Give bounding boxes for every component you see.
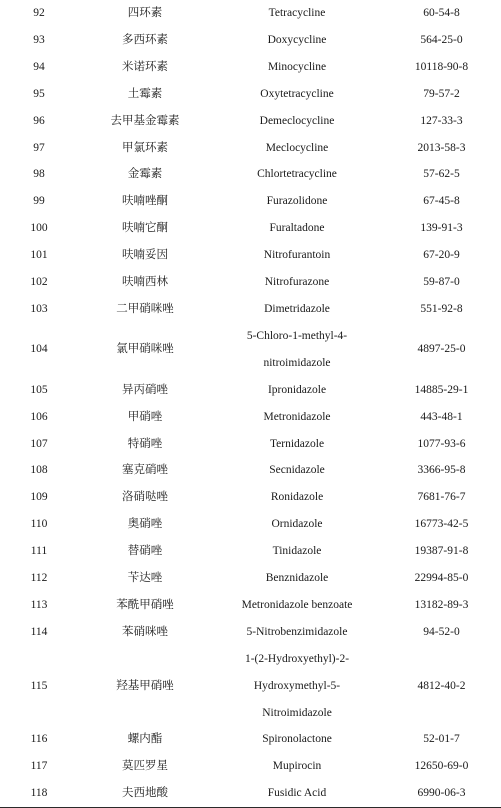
english-name-cell: Nitrofurantoin	[263, 249, 331, 262]
chinese-name-cell: 甲氯环素	[122, 141, 168, 154]
row-number-cell: 95	[33, 87, 45, 100]
english-name-cell: Fusidic Acid	[212, 780, 382, 807]
chinese-name-cell: 苯硝咪唑	[122, 625, 168, 638]
table-row	[0, 377, 501, 404]
table-row	[0, 296, 501, 323]
english-name-cell: Furaltadone	[269, 222, 325, 235]
table-row	[0, 511, 501, 538]
cas-number-cell: 443-48-1	[420, 410, 463, 423]
english-name-line: Nitroimidazole	[262, 706, 332, 719]
chinese-name-cell: 替硝唑	[127, 545, 163, 558]
table-row	[0, 404, 501, 431]
english-name-cell: Ornidazole	[271, 518, 323, 531]
chinese-name-cell: 多西环素	[122, 33, 168, 46]
row-number-cell: 113	[30, 598, 48, 611]
cas-number-cell: 14885-29-1	[414, 383, 469, 396]
row-number-cell: 118	[0, 780, 78, 807]
cas-number-cell: 12650-69-0	[414, 760, 469, 773]
table-row	[0, 780, 501, 807]
row-number-cell: 107	[30, 437, 48, 450]
cas-number-cell: 551-92-8	[420, 302, 463, 315]
cas-number-cell: 52-01-7	[423, 733, 460, 746]
row-number-cell: 111	[30, 545, 48, 558]
english-name-cell	[212, 323, 382, 377]
chinese-name-cell: 莫匹罗星	[122, 760, 168, 773]
row-number-cell: 97	[33, 141, 45, 154]
table-row	[0, 431, 501, 458]
table-row	[0, 135, 501, 162]
table-row	[0, 54, 501, 81]
english-name-cell	[212, 646, 382, 727]
chinese-name-cell: 金霉素	[127, 168, 163, 181]
table-row	[0, 27, 501, 54]
row-number-cell: 92	[33, 7, 45, 19]
row-number-cell: 116	[30, 733, 48, 746]
cas-number-cell: 7681-76-7	[417, 491, 466, 504]
english-name-cell: Ipronidazole	[267, 383, 327, 396]
english-name-cell: Dimetridazole	[264, 302, 330, 315]
table-row	[0, 81, 501, 108]
cas-number-cell: 67-45-8	[423, 195, 460, 208]
english-name-cell: Doxycycline	[267, 33, 327, 46]
english-name-cell: Meclocycline	[265, 141, 329, 154]
english-name-cell: Metronidazole benzoate	[241, 598, 353, 611]
cas-number-cell: 67-20-9	[423, 249, 460, 262]
cas-number-cell: 2013-58-3	[417, 141, 466, 154]
chinese-name-cell: 土霉素	[127, 87, 163, 100]
chinese-name-cell: 四环素	[127, 7, 163, 19]
cas-number-cell: 57-62-5	[423, 168, 460, 181]
chinese-name-cell: 苄达唑	[127, 572, 163, 585]
row-number-cell: 98	[33, 168, 45, 181]
english-name-cell: Chlortetracycline	[257, 168, 337, 181]
english-name-cell: Tinidazole	[272, 545, 322, 558]
row-number-cell: 106	[30, 410, 48, 423]
table-row	[0, 592, 501, 619]
row-number-cell: 110	[30, 518, 48, 531]
chinese-name-cell: 甲硝唑	[127, 410, 163, 423]
chinese-name-cell: 洛硝哒唑	[122, 491, 168, 504]
table-row	[0, 269, 501, 296]
table-row	[0, 726, 501, 753]
english-name-cell: Spironolactone	[262, 733, 332, 746]
cas-number-cell: 127-33-3	[420, 114, 463, 127]
row-number-cell: 105	[30, 383, 48, 396]
cas-number-cell: 139-91-3	[420, 222, 463, 235]
chinese-name-cell: 特硝唑	[127, 437, 163, 450]
english-name-line: Hydroxymethyl-5-	[253, 679, 341, 692]
english-name-cell: Benznidazole	[265, 572, 329, 585]
row-number-cell: 114	[30, 625, 48, 638]
chinese-name-cell: 异丙硝唑	[122, 383, 168, 396]
english-name-cell: Tetracycline	[268, 7, 326, 19]
chinese-name-cell: 去甲基金霉素	[110, 114, 180, 127]
cas-number-cell: 4812-40-2	[417, 679, 466, 692]
cas-number-cell: 19387-91-8	[414, 545, 469, 558]
chinese-name-cell: 米诺环素	[122, 60, 168, 73]
chinese-name-cell: 螺内酯	[127, 733, 163, 746]
table-row	[0, 161, 501, 188]
english-name-cell: Furazolidone	[266, 195, 328, 208]
table-row	[0, 188, 501, 215]
table-row	[0, 753, 501, 780]
english-name-cell: Secnidazole	[269, 464, 325, 477]
cas-number-cell: 16773-42-5	[414, 518, 469, 531]
english-name-cell: Demeclocycline	[259, 114, 335, 127]
row-number-cell: 117	[30, 760, 48, 773]
row-number-cell: 102	[30, 276, 48, 289]
cas-number-cell: 3366-95-8	[417, 464, 466, 477]
english-name-cell: Nitrofurazone	[264, 276, 330, 289]
row-number-cell: 108	[30, 464, 48, 477]
table-row	[0, 565, 501, 592]
chinese-name-cell: 氯甲硝咪唑	[116, 343, 174, 356]
table-row	[0, 646, 501, 727]
table-row	[0, 538, 501, 565]
cas-number-cell: 10118-90-8	[414, 60, 469, 73]
table-row	[0, 0, 501, 27]
cas-number-cell: 564-25-0	[420, 33, 463, 46]
row-number-cell: 103	[30, 302, 48, 315]
chinese-name-cell: 呋喃唑酮	[122, 195, 168, 208]
table-row	[0, 619, 501, 646]
cas-number-cell: 59-87-0	[423, 276, 460, 289]
table-row	[0, 484, 501, 511]
row-number-cell: 96	[33, 114, 45, 127]
table-row	[0, 215, 501, 242]
english-name-cell: Minocycline	[267, 60, 327, 73]
chinese-name-cell: 奥硝唑	[127, 518, 163, 531]
table-row	[0, 108, 501, 135]
english-name-line: 1-(2-Hydroxyethyl)-2-	[244, 652, 350, 665]
cas-number-cell: 79-57-2	[423, 87, 460, 100]
table-row	[0, 242, 501, 269]
row-number-cell: 94	[33, 60, 45, 73]
cas-number-cell: 1077-93-6	[417, 437, 466, 450]
chinese-name-cell: 呋喃西林	[122, 276, 168, 289]
english-name-cell: Oxytetracycline	[260, 87, 334, 100]
cas-number-cell: 94-52-0	[423, 625, 460, 638]
row-number-cell: 112	[30, 572, 48, 585]
english-name-cell: Ronidazole	[270, 491, 324, 504]
chinese-name-cell: 二甲硝咪唑	[116, 302, 174, 315]
table-row	[0, 457, 501, 484]
cas-number-cell: 60-54-8	[423, 7, 460, 19]
row-number-cell: 99	[33, 195, 45, 208]
cas-number-cell: 6990-06-3	[382, 780, 501, 807]
cas-number-cell: 4897-25-0	[417, 343, 466, 356]
english-name-line: 5-Chloro-1-methyl-4-	[246, 329, 348, 342]
row-number-cell: 100	[30, 222, 48, 235]
row-number-cell: 93	[33, 33, 45, 46]
row-number-cell: 104	[30, 343, 48, 356]
chinese-name-cell: 呋喃妥因	[122, 249, 168, 262]
english-name-cell: Metronidazole	[263, 410, 331, 423]
chinese-name-cell: 苯酰甲硝唑	[116, 598, 174, 611]
english-name-cell: 5-Nitrobenzimidazole	[246, 625, 348, 638]
row-number-cell: 115	[30, 679, 48, 692]
row-number-cell: 109	[30, 491, 48, 504]
chinese-name-cell: 塞克硝唑	[122, 464, 168, 477]
chinese-name-cell: 呋喃它酮	[122, 222, 168, 235]
cas-number-cell: 22994-85-0	[414, 572, 469, 585]
chinese-name-cell: 羟基甲硝唑	[116, 679, 174, 692]
table-row	[0, 323, 501, 377]
cas-number-cell: 13182-89-3	[414, 598, 469, 611]
row-number-cell: 101	[30, 249, 48, 262]
english-name-line: nitroimidazole	[263, 356, 331, 369]
english-name-cell: Ternidazole	[269, 437, 325, 450]
english-name-cell: Mupirocin	[272, 760, 322, 773]
chinese-name-cell: 夫西地酸	[78, 780, 212, 807]
